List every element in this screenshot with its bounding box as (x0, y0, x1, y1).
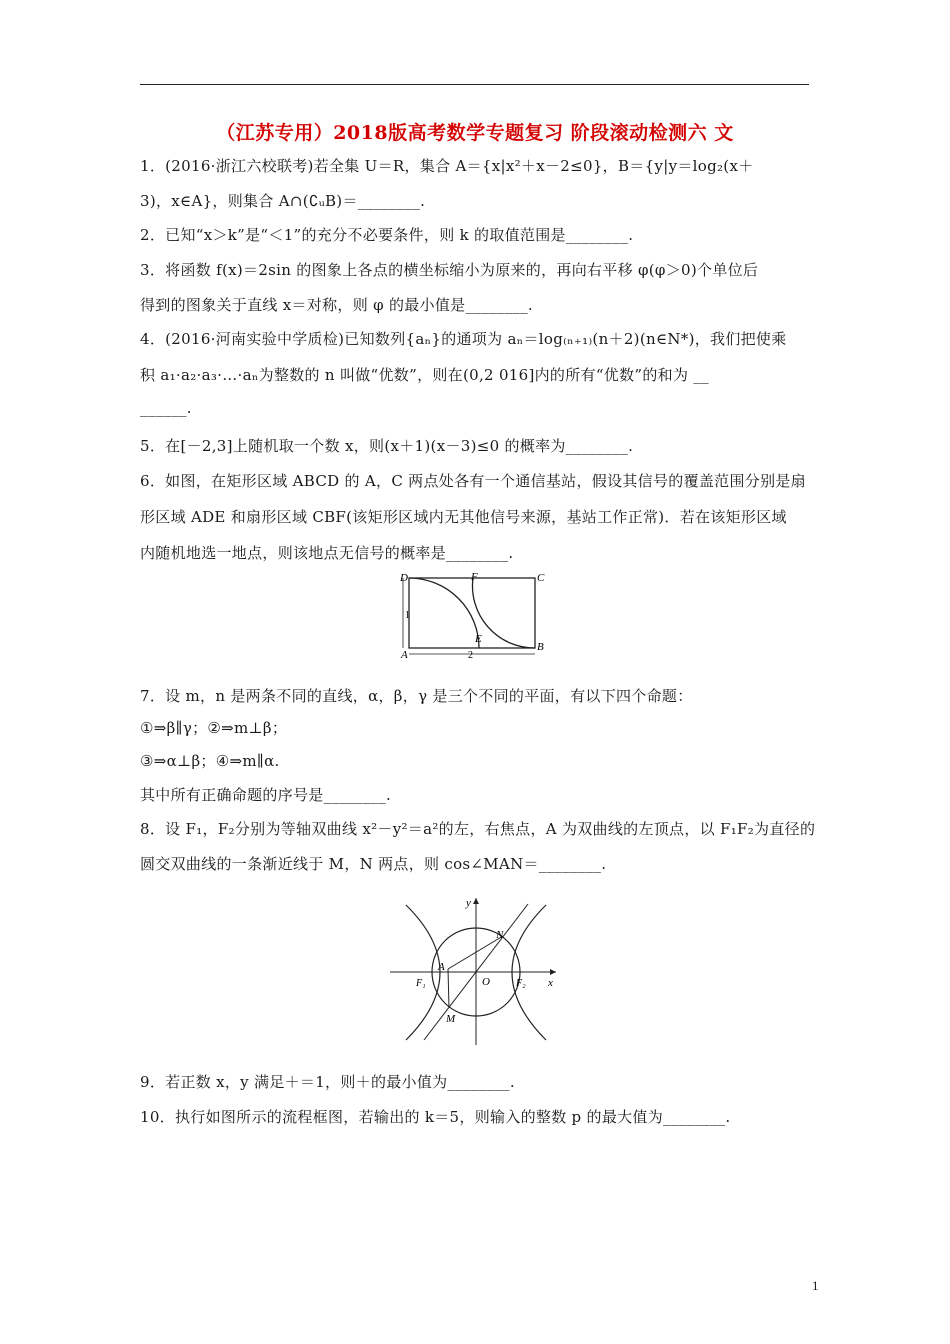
q1-line2: 3)，x∈A}，则集合 A∩(∁ᵤB)＝________. (140, 192, 426, 210)
q6-line1: 6．如图，在矩形区域 ABCD 的 A，C 两点处各有一个通信基站，假设其信号的覆盖范围分别是扇 (140, 472, 806, 490)
q9-line1: 9．若正数 x，y 满足＋＝1，则＋的最小值为________. (140, 1073, 515, 1091)
q1-line1: 1．(2016·浙江六校联考)若全集 U＝R，集合 A＝{x|x²＋x－2≤0}，B＝{y|y＝log₂(x＋ (140, 157, 754, 175)
rectangle-sector-figure (392, 568, 552, 660)
q8-line1: 8．设 F₁，F₂分别为等轴双曲线 x²－y²＝a²的左，右焦点，A 为双曲线的左顶点，以 F₁F₂为直径的 (140, 820, 816, 838)
q5-line1: 5．在[－2,3]上随机取一个数 x，则(x＋1)(x－3)≤0 的概率为________. (140, 437, 634, 455)
label-bottom-length: 2 (468, 650, 473, 660)
q6-line2: 形区域 ADE 和扇形区域 CBF(该矩形区域内无其他信号来源，基站工作正常)．若在该矩形区域 (140, 508, 787, 526)
hyperbola-circle-figure (386, 890, 566, 1050)
label-A: A (438, 961, 445, 973)
label-M: M (446, 1013, 456, 1025)
q7-line1: 7．设 m，n 是两条不同的直线，α，β，γ 是三个不同的平面，有以下四个命题： (140, 687, 693, 705)
q3-line1: 3．将函数 f(x)＝2sin 的图象上各点的横坐标缩小为原来的，再向右平移 φ(φ＞0)个单位后 (140, 261, 759, 279)
page-number: 1 (812, 1278, 819, 1293)
q4-line1: 4．(2016·河南实验中学质检)已知数列{aₙ}的通项为 aₙ＝log₍ₙ₊₁₎(n＋2)(n∈N*)，我们把使乘 (140, 330, 787, 348)
label-O: O (482, 976, 490, 988)
label-x-axis: x (548, 977, 553, 989)
document-title: （江苏专用）2018版高考数学专题复习 阶段滚动检测六 文 (216, 122, 734, 144)
label-A: A (401, 649, 408, 660)
q3-line2: 得到的图象关于直线 x＝对称，则 φ 的最小值是________. (140, 296, 533, 314)
q4-line2: 积 a₁·a₂·a₃·…·aₙ为整数的 n 叫做“优数”，则在(0,2 016]内的所有“优数”的和为 __ (140, 366, 709, 384)
label-N: N (496, 929, 504, 941)
label-y-axis: y (466, 897, 471, 909)
q8-line2: 圆交双曲线的一条渐近线于 M，N 两点，则 cos∠MAN＝________. (140, 855, 607, 873)
label-B: B (537, 641, 544, 653)
label-E: E (475, 633, 482, 645)
header-rule (140, 84, 809, 85)
label-D: D (400, 572, 408, 584)
label-F1: F₁ (416, 978, 426, 989)
label-F: F (471, 571, 478, 583)
q6-line3: 内随机地选一地点，则该地点无信号的概率是________. (140, 544, 514, 562)
q4-line3: ______. (140, 399, 192, 417)
label-C: C (537, 572, 545, 584)
label-side-length: 1 (405, 610, 410, 621)
q7-line3: ③⇒α⊥β；④⇒m∥α. (140, 752, 280, 770)
q10-line1: 10．执行如图所示的流程框图，若输出的 k＝5，则输入的整数 p 的最大值为________. (140, 1108, 731, 1126)
label-F2: F₂ (516, 978, 526, 989)
q7-line2: ①⇒β∥γ；②⇒m⊥β； (140, 719, 288, 737)
q2-line1: 2．已知“x＞k”是“＜1”的充分不必要条件，则 k 的取值范围是________. (140, 226, 634, 244)
q7-line4: 其中所有正确命题的序号是________. (140, 786, 392, 804)
